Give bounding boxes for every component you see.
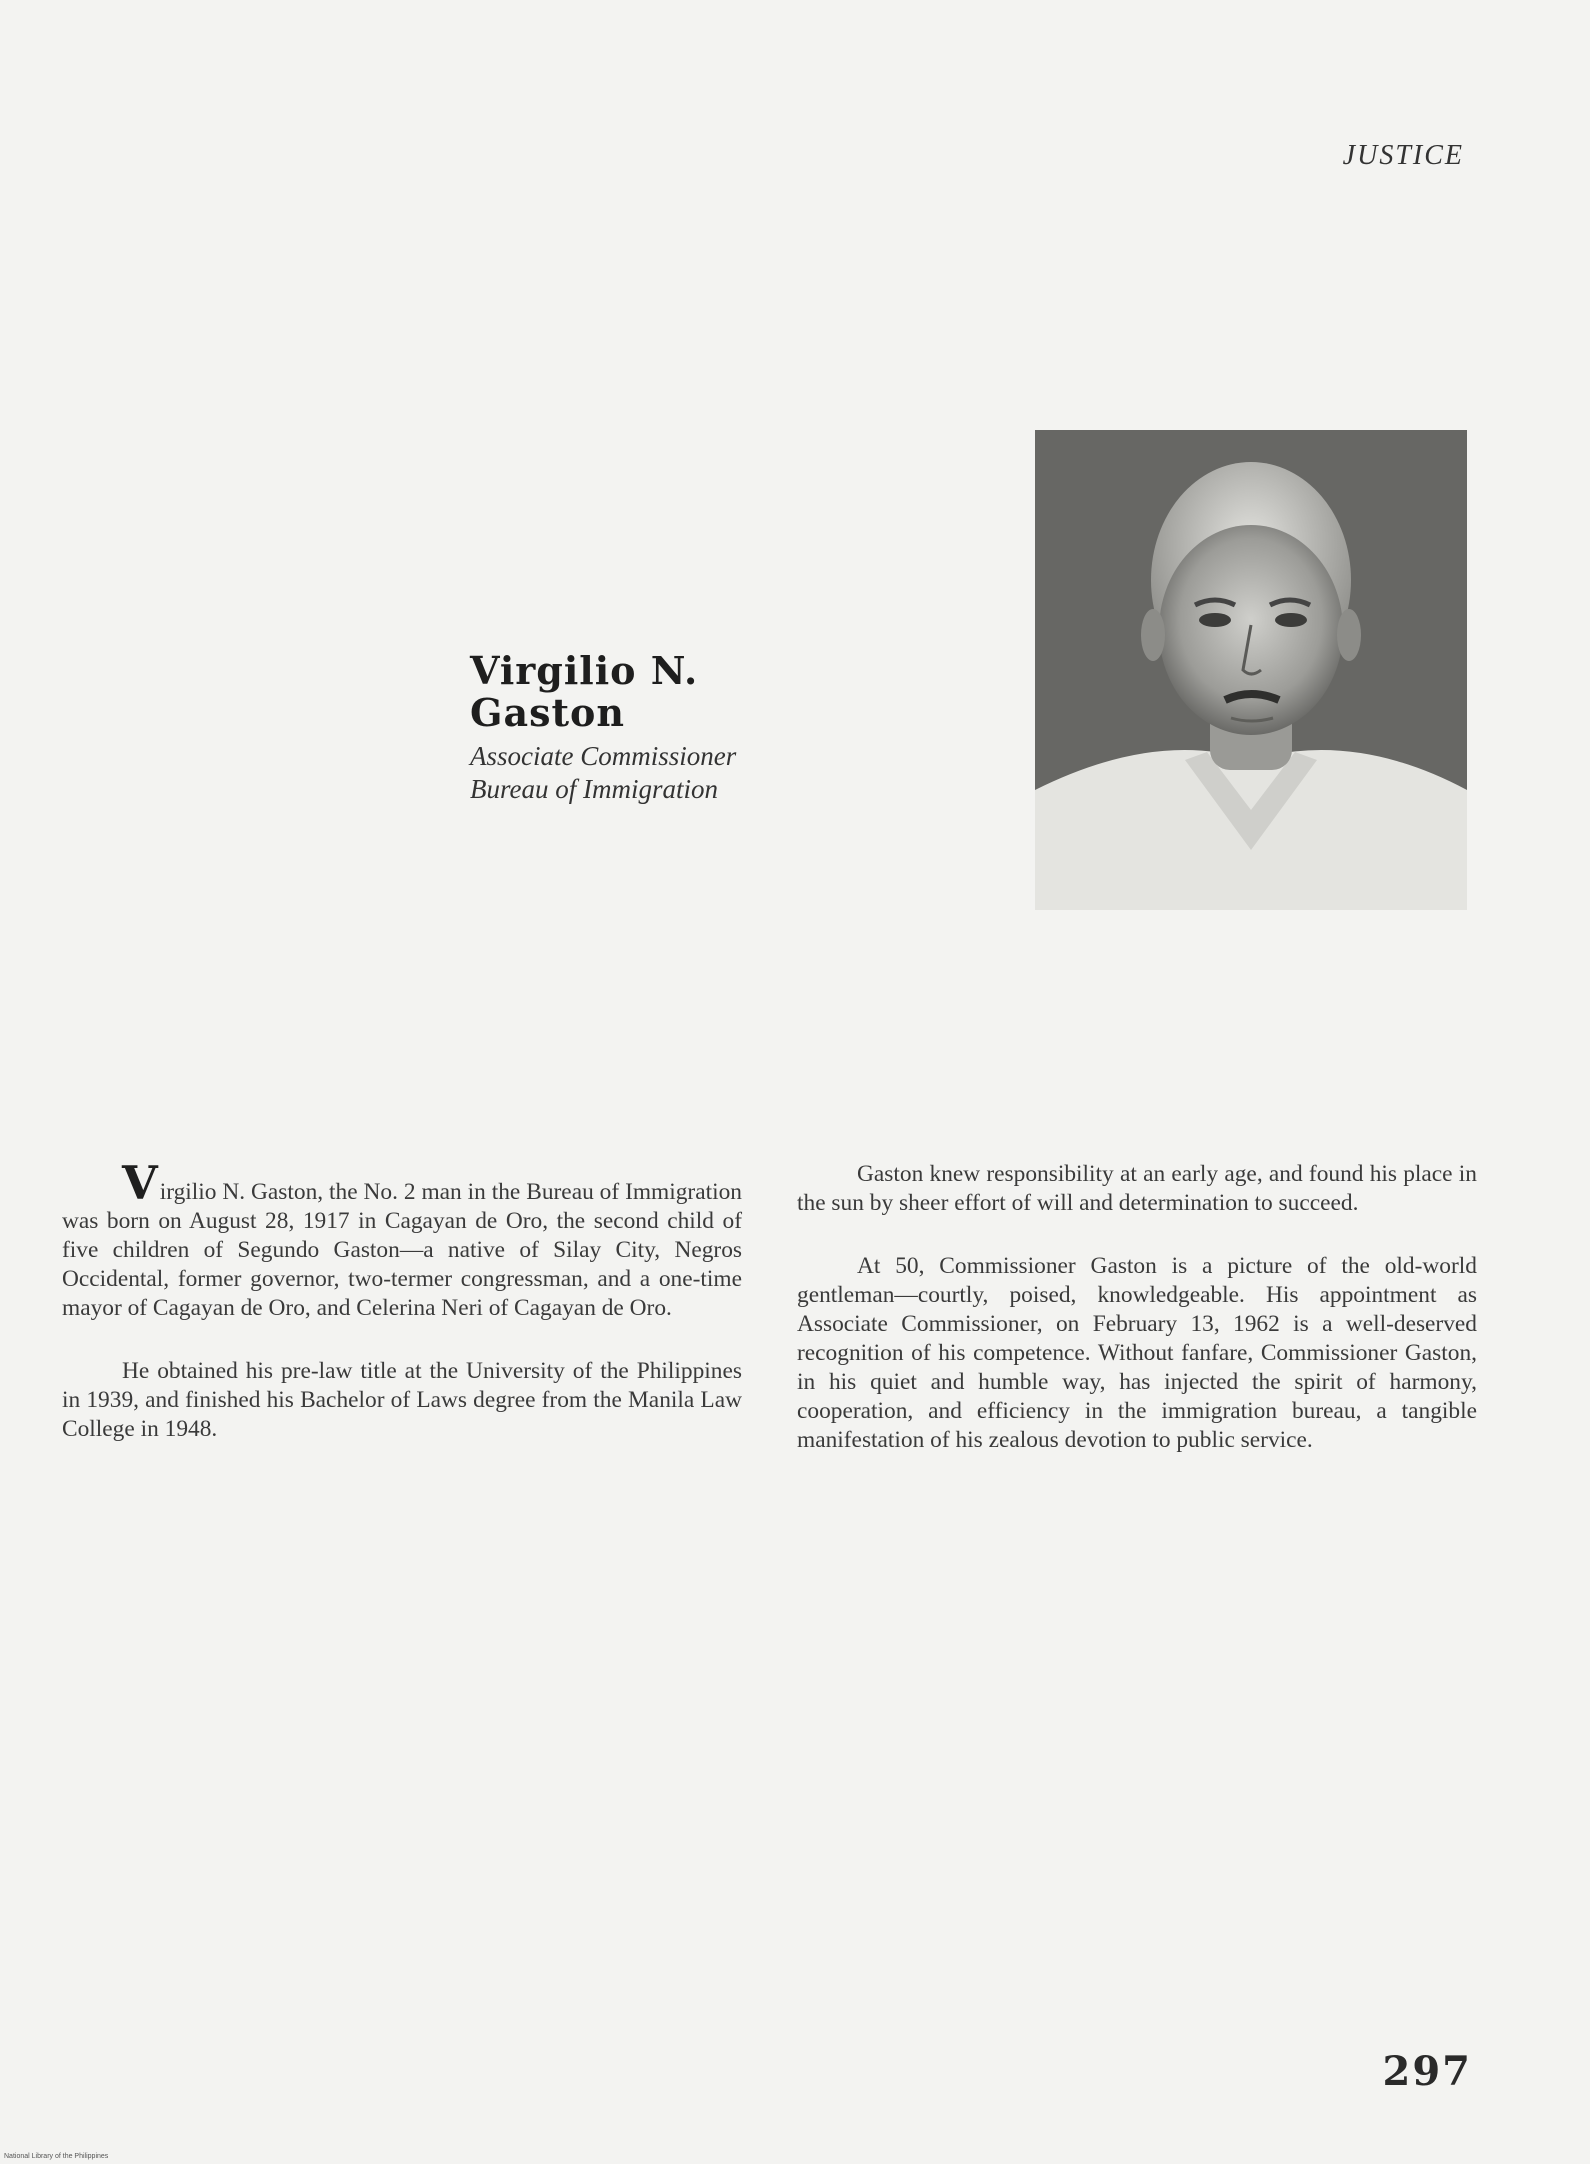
article-right-column bbox=[797, 1160, 1477, 1489]
article-paragraph: He obtained his pre-law title at the University of the Philippines in 1939, and finished his Bachelor of Laws degree from the Manila Law College in 1948. bbox=[62, 1358, 742, 1443]
paragraph-text: irgilio N. Gaston, the No. 2 man in the Bureau of Immigration was born on August 28, 1917 in Cagayan de Oro, the second child of five children of Segundo Gaston—a native of Silay City, Negros Occidental, former governor, two-termer congressman, and a one-time mayor of Cagayan de Oro, and Celerina Neri of Cagayan de Oro. bbox=[62, 1179, 742, 1322]
portrait-photo bbox=[1035, 430, 1467, 910]
page-number: 297 bbox=[1382, 2048, 1472, 2095]
section-heading: JUSTICE bbox=[1342, 140, 1464, 171]
drop-cap: V bbox=[122, 1156, 158, 1210]
article-paragraph bbox=[62, 1156, 742, 1323]
article-paragraph: Gaston knew responsibility at an early age, and found his place in the sun by sheer effort of will and determination to succeed. bbox=[797, 1161, 1477, 1217]
person-title: Associate Commissioner bbox=[470, 740, 737, 771]
footer-credit: National Library of the Philippines bbox=[4, 2153, 109, 2160]
article-left-column bbox=[62, 1156, 742, 1478]
person-office: Bureau of Immigration bbox=[470, 774, 718, 805]
person-name: Virgilio N. Gaston bbox=[470, 648, 699, 735]
article-paragraph: At 50, Commissioner Gaston is a picture of the old-world gentleman—courtly, poised, knowledgeable. His appointment as Associate Commissioner, on February 13, 1962 is a well-deserved recognition of his competence. Without fanfare, Commissioner Gaston, in his quiet and humble way, has injected the spirit of harmony, cooperation, and efficiency in the immigration bureau, a tangible manifestation of his zealous devotion to public service. bbox=[797, 1253, 1477, 1454]
profile-caption bbox=[470, 650, 830, 807]
